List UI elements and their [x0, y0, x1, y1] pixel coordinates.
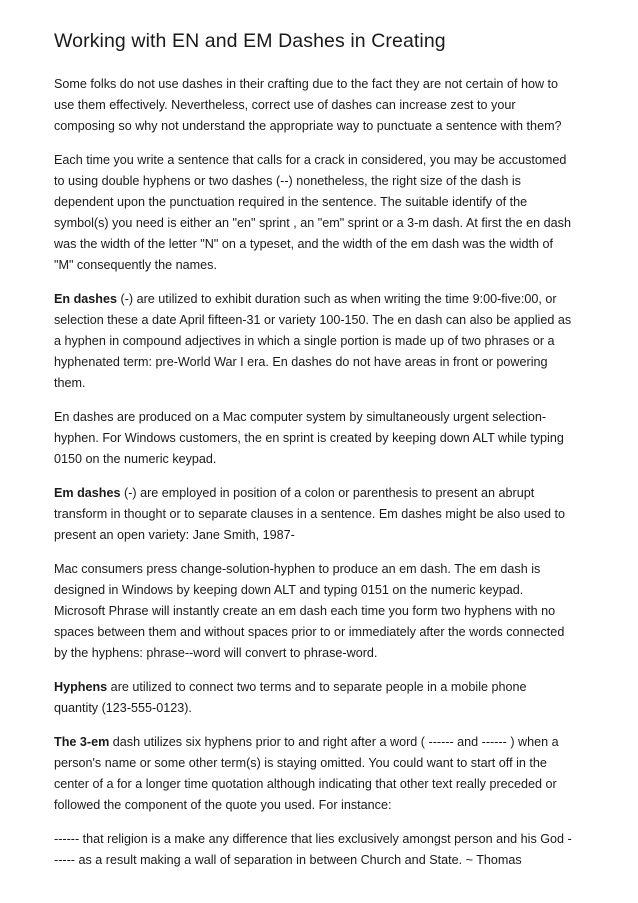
- paragraph-line: symbol(s) you need is either an "en" sprint , an "em" sprint or a 3-m dash. At first the en dash: [54, 216, 571, 230]
- paragraph-line: Some folks do not use dashes in their crafting due to the fact they are not certain of how to: [54, 77, 559, 91]
- paragraph-line: center of a for a longer time quotation although indicating that other text really preceded or: [54, 777, 557, 791]
- paragraph-line: composing so why not understand the appropriate way to punctuate a sentence with them?: [54, 119, 562, 133]
- paragraph-line: "M" consequently the names.: [54, 258, 217, 272]
- paragraph-line: quantity (123-555-0123).: [54, 701, 192, 715]
- paragraph-line: person's name or some other term(s) is staying omitted. You could want to start off in the: [54, 756, 547, 770]
- paragraph: [54, 407, 594, 470]
- paragraph-line: are utilized to connect two terms and to separate people in a mobile phone: [107, 680, 527, 694]
- paragraph: [54, 150, 594, 276]
- paragraph-line: selection these a date April fifteen-31 or variety 100-150. The en dash can also be applied as: [54, 313, 572, 327]
- paragraph: [54, 732, 594, 816]
- paragraph-line: ------ that religion is a make any difference that lies exclusively amongst person and his God -: [54, 832, 572, 846]
- paragraph-line: spaces between them and without spaces prior to or immediately after the words connected: [54, 625, 565, 639]
- paragraph-line: a hyphen in compound adjectives in which a single portion is made up of two phrases or a: [54, 334, 555, 348]
- paragraph-line: Mac consumers press change-solution-hyphen to produce an em dash. The em dash is: [54, 562, 541, 576]
- paragraph: [54, 74, 594, 137]
- paragraph-lead-term: Hyphens: [54, 680, 108, 694]
- paragraph-line: hyphen. For Windows customers, the en sprint is created by keeping down ALT while typing: [54, 431, 564, 445]
- paragraph-lead-term: Em dashes: [54, 486, 121, 500]
- paragraph-line: by the hyphens: phrase--word will convert to phrase-word.: [54, 646, 378, 660]
- paragraph: [54, 289, 594, 394]
- paragraph: [54, 829, 594, 871]
- paragraph-line: them.: [54, 376, 86, 390]
- paragraph-line: (-) are utilized to exhibit duration such as when writing the time 9:00-five:00, or: [117, 292, 557, 306]
- paragraph-line: hyphenated term: pre-World War I era. En dashes do not have areas in front or powering: [54, 355, 548, 369]
- paragraph-line: dash utilizes six hyphens prior to and right after a word ( ------ and ------ ) when a: [109, 735, 559, 749]
- paragraph: [54, 483, 594, 546]
- paragraph-line: En dashes are produced on a Mac computer system by simultaneously urgent selection-: [54, 410, 547, 424]
- paragraph-line: was the width of the letter "N" on a typeset, and the width of the em dash was the width of: [54, 237, 553, 251]
- paragraph-line: transform in thought or to separate clauses in a sentence. Em dashes might be also used to: [54, 507, 566, 521]
- paragraph-line: use them effectively. Nevertheless, correct use of dashes can increase zest to your: [54, 98, 516, 112]
- paragraph: [54, 677, 594, 719]
- paragraph-line: designed in Windows by keeping down ALT and typing 0151 on the numeric keypad.: [54, 583, 524, 597]
- paragraph-lead-term: En dashes: [54, 292, 117, 306]
- paragraph-line: ----- as a result making a wall of separation in between Church and State. ~ Thomas: [54, 853, 522, 867]
- document-page: [54, 28, 594, 884]
- paragraph-lead-term: The 3-em: [54, 735, 110, 749]
- document-body: [54, 74, 594, 871]
- paragraph: [54, 559, 594, 664]
- paragraph-line: Microsoft Phrase will instantly create an em dash each time you form two hyphens with no: [54, 604, 556, 618]
- paragraph-line: to using double hyphens or two dashes (--) nonetheless, the right size of the dash is: [54, 174, 521, 188]
- paragraph-line: followed the component of the quote you used. For instance:: [54, 798, 392, 812]
- paragraph-line: dependent upon the punctuation required in the sentence. The suitable identify of the: [54, 195, 528, 209]
- paragraph-line: Each time you write a sentence that calls for a crack in considered, you may be accustomed: [54, 153, 567, 167]
- paragraph-line: 0150 on the numeric keypad.: [54, 452, 217, 466]
- paragraph-line: present an open variety: Jane Smith, 1987-: [54, 528, 295, 542]
- paragraph-line: (-) are employed in position of a colon or parenthesis to present an abrupt: [120, 486, 535, 500]
- page-title: Working with EN and EM Dashes in Creating: [54, 30, 446, 52]
